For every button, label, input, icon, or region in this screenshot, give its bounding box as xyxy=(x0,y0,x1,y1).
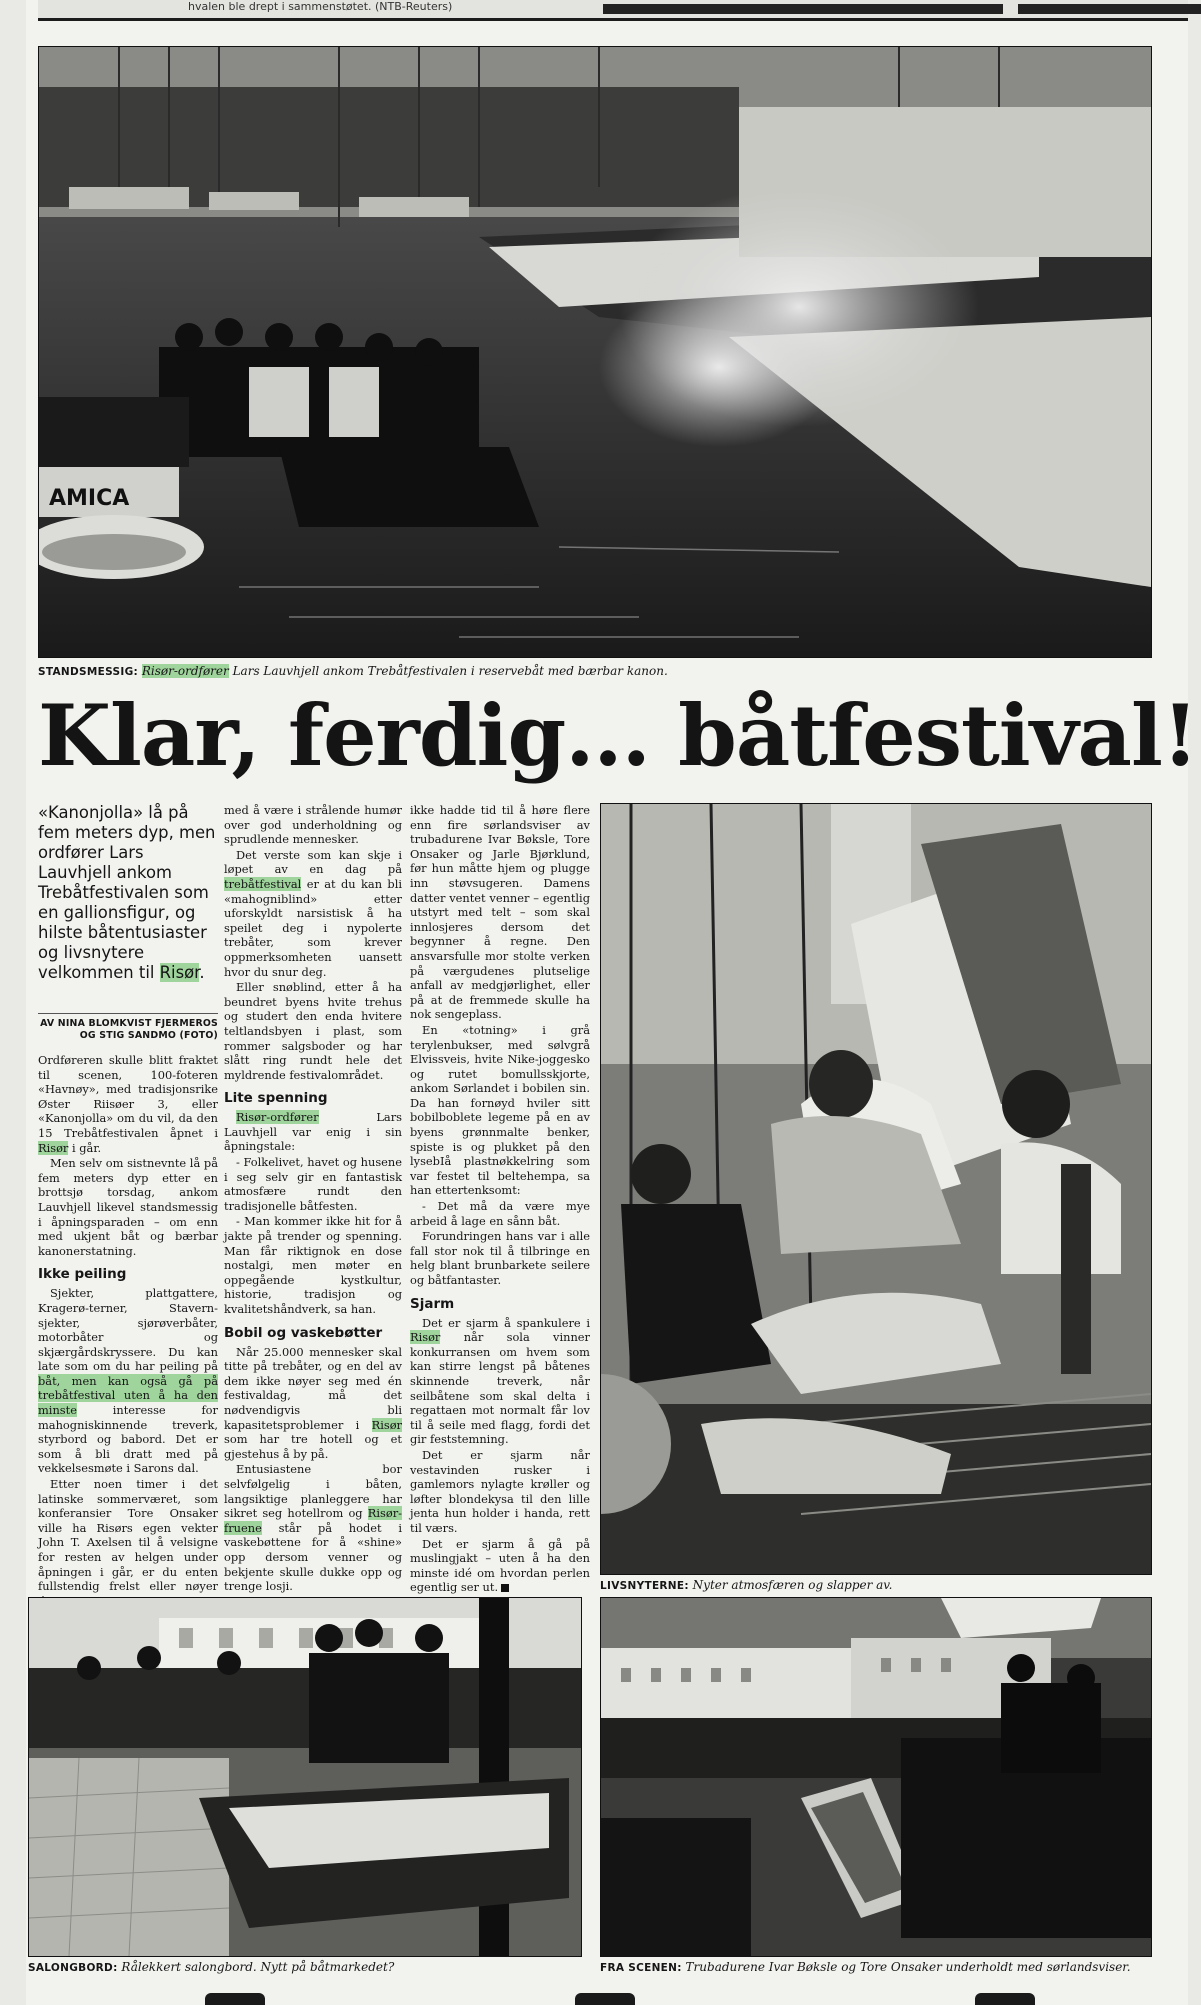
caption-text: Lars Lauvhjell ankom Trebåtfestivalen i reservebåt med bærbar kanon. xyxy=(228,664,668,678)
subheading: Lite spenning xyxy=(224,1090,328,1107)
byline xyxy=(38,1013,218,1042)
intro-text xyxy=(38,803,218,983)
paragraph: Risør-ordfører Lars Lauvhjell var enig i sin åpningstale: xyxy=(224,1110,402,1154)
paragraph: Det er sjarm å spankulere i Risør når sola vinner konkurransen om hvem som kan stirre lengst på båtenes skinnende treverk, når seilbåtene som skal delta i regattaen mot normalt får lov til å seile med flagg, fordi det gir feststemning. xyxy=(410,1315,590,1447)
bottom-right-caption xyxy=(600,1960,1131,1974)
highlighted-text: båt, men kan også gå på trebåtfestival uten å ha den minste xyxy=(38,1373,218,1418)
highlighted-text: Risør-ordfører xyxy=(141,664,229,678)
main-photo xyxy=(38,46,1152,658)
paragraph: Sjekter, plattgattere, Kragerø-terner, Stavern-sjekter, sjørøverbåter, motorbåter og skjærgårdskryssere. Du kan late som om du har peiling på båt, men kan også gå på trebåtfestival uten å ha den minste interesse for mahogniskinnende treverk, styrbord og babord. Det er som å bli dratt med på vekkelsesmøte i Sarons dal. xyxy=(38,1286,218,1476)
svg-text:AMICA: AMICA xyxy=(49,486,130,511)
article-column-3 xyxy=(410,803,590,1596)
article-column-1 xyxy=(38,1053,218,1609)
caption-text: Nyter atmosfæren og slapper av. xyxy=(688,1578,893,1592)
subheading: Bobil og vaskebøtter xyxy=(224,1324,383,1341)
paragraph: Det verste som kan skje i løpet av en dag på trebåtfestival er at du kan bli «mahogniblind» etter uforskyldt narsistisk å ha speilet deg i nypolerte trebåter, som krever oppmerksomheten uansett hvor du snur deg. xyxy=(224,847,402,979)
caption-text: Rålekkert salongbord. Nytt på båtmarkedet? xyxy=(117,1960,395,1974)
relaxing-people-photo xyxy=(600,803,1152,1575)
end-mark xyxy=(501,1584,509,1592)
paragraph: Det er sjarm å gå på muslingjakt – uten å ha den minste idé om hvordan perlen egentlig ser ut. xyxy=(410,1536,590,1595)
caption-label: FRA SCENEN: xyxy=(600,1962,682,1974)
previous-article-text: hvalen ble drept i sammenstøtet. (NTB-Reuters) xyxy=(188,0,453,13)
article-column-2 xyxy=(224,803,402,1625)
paragraph: - Man kommer ikke hit for å jakte på trender og spenning. Man får riktignok en dose nostalgi, men møter en oppegående kystkultur, historie, tradisjon og kvalitetshåndverk, sa han. xyxy=(224,1214,402,1316)
subheading: Ikke peiling xyxy=(38,1266,127,1283)
caption-label: LIVSNYTERNE: xyxy=(600,1580,689,1592)
paragraph: Det er sjarm når vestavinden rusker i gamlemors nylagte krøller og løfter blondekysa til den lille jenta hun holder i handa, rett til værs. xyxy=(410,1447,590,1535)
intro-end: . xyxy=(199,963,205,982)
rule-bar xyxy=(603,4,1003,14)
caption-label: STANDSMESSIG: xyxy=(38,666,138,678)
main-photo-caption xyxy=(38,664,668,678)
right-photo-caption xyxy=(600,1578,892,1592)
paragraph: - Det må da være mye arbeid å lage en sånn båt. xyxy=(410,1199,590,1228)
page-edge-mark xyxy=(575,1993,635,2005)
highlighted-text: Risør xyxy=(371,1417,402,1432)
byline-authors: AV NINA BLOMKVIST FJERMEROS xyxy=(40,1018,218,1029)
highlighted-text: Risør xyxy=(38,1140,69,1155)
paragraph: ikke hadde tid til å høre flere enn fire sørlandsviser av trubadurene Ivar Bøksle, Tore Onsaker og Jarle Bjørklund, før hun måtte hjem og plugge inn støvsugeren. Damens datter ventet venner – egentlig utstyrt med telt – som skal innlosjeres dersom det begynner å regne. Den ansvarsfulle mor stolte verken på værgudenes plutselige anfall av medgjørlighet, eller på at de fremmede skulle ha nok sengeplass. xyxy=(410,803,590,1022)
paragraph: Etter noen timer i det latinske sommerværet, som konferansier Tore Onsaker ville ha Risørs egen vekter John T. Axelsen til å velsigne for resten av helgen under åpningen i går, er du enten fullstendig frelst eller nøyer xyxy=(38,1477,218,1594)
highlighted-text: Risør xyxy=(159,963,200,982)
salongbord-photo xyxy=(28,1597,582,1957)
paragraph: - Folkelivet, havet og husene i seg selv gir en fantastisk atmosfære rundt den tradisjonelle båtfesten. xyxy=(224,1155,402,1213)
paragraph: En «totning» i grå terylenbukser, med sølvgrå Elvissveis, hvite Nike-joggesko og rutet bomullsskjorte, ankom Sørlandet i bobilen sin. Da han fornøyd hviler sitt bobilboblete legeme på en av byens grønnmalte benker, spiste is og plukket på den lysebIå plastnøkkelring som var festet til beltehempa, sa han ettertenksomt: xyxy=(410,1022,590,1198)
bottom-left-caption xyxy=(28,1960,394,1974)
byline-photo: OG STIG SANDMO (FOTO) xyxy=(79,1030,218,1041)
caption-text: Trubadurene Ivar Bøksle og Tore Onsaker underholdt med sørlandsviser. xyxy=(681,1960,1131,1974)
paragraph: Ordføreren skulle blitt fraktet til scenen, 100-foteren «Havnøy», med tradisjonsrike Øster Riisøer 3, eller «Kanonjolla» om du vil, da den 15 Trebåtfestivalen åpnet i Risør i går. xyxy=(38,1053,218,1155)
headline: Klar, ferdig... båtfestival! xyxy=(38,686,1198,785)
stage-photo xyxy=(600,1597,1152,1957)
caption-label: SALONGBORD: xyxy=(28,1962,118,1974)
highlighted-text: Risør xyxy=(410,1330,441,1345)
highlighted-text: trebåtfestival xyxy=(224,876,302,891)
paragraph: Eller snøblind, etter å ha beundret byens hvite trehus og studert den enda hvitere teltlandsbyen i plast, som rommer salgsboder og har slått ring rundt hele det myldrende festivalområdet. xyxy=(224,980,402,1082)
paragraph: Men selv om sistnevnte lå på fem meters dyp etter en brottsjø torsdag, ankom Lauvhjell likevel standsmessig i åpningsparaden – om enn med ukjent båt og bærbar kanonerstatning. xyxy=(38,1156,218,1258)
page-edge-mark xyxy=(975,1993,1035,2005)
paragraph: med å være i strålende humør over god underholdning og sprudlende mennesker. xyxy=(224,803,402,847)
paragraph: Entusiastene bor selvfølgelig i båten, langsiktige planleggere har sikret seg hotellrom og Risør-fruene står på hodet i vaskebøttene for å «shine» opp dersom venner og bekjente skulle dukke opp og trenge losji. xyxy=(224,1462,402,1594)
intro-body: «Kanonjolla» lå på fem meters dyp, men ordfører Lars Lauvhjell ankom Trebåtfestivalen som en gallionsfigur, og hilste båtentusiaster og livsnytere velkommen til xyxy=(38,803,216,982)
highlighted-text: Risør-ordfører xyxy=(236,1110,319,1125)
paragraph: Forundringen hans var i alle fall stor nok til å tilbringe en helg blant brunbarkete seilere og båtfantaster. xyxy=(410,1229,590,1287)
subheading: Sjarm xyxy=(410,1295,455,1312)
rule-bar xyxy=(1018,4,1201,14)
previous-article-strip xyxy=(38,0,1188,21)
highlighted-text: Risør-fruene xyxy=(224,1506,402,1535)
paragraph: Når 25.000 mennesker skal titte på trebåter, og en del av dem ikke nøyer seg med én festivaldag, må det nødvendigvis bli kapasitetsproblemer i Risør som har tre hotell og et gjestehus å by på. xyxy=(224,1344,402,1461)
page-edge-mark xyxy=(205,1993,265,2005)
